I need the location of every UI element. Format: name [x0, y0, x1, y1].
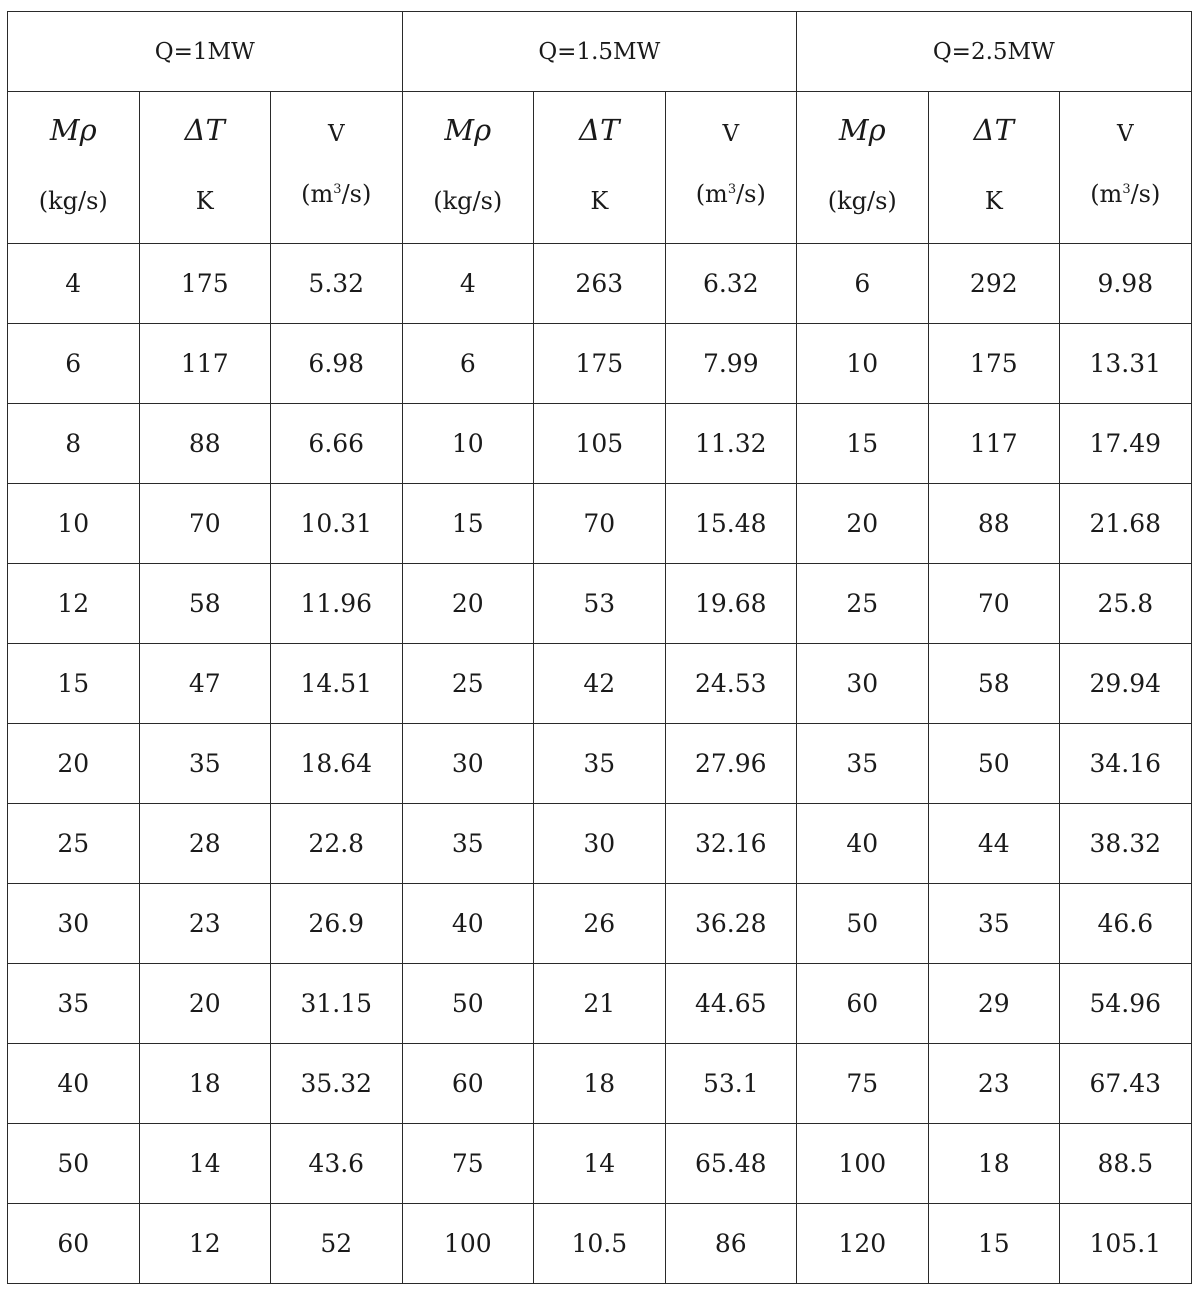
volume-symbol: V: [722, 121, 740, 147]
col-header-volume: [271, 92, 403, 244]
col-header-delta-t: [534, 92, 666, 244]
data-table: [7, 11, 1192, 1284]
table-cell: 40: [8, 1044, 140, 1124]
table-cell: 54.96: [1060, 964, 1192, 1044]
table-cell: 30: [534, 804, 666, 884]
table-cell: 35: [928, 884, 1060, 964]
table-cell: 88.5: [1060, 1124, 1192, 1204]
table-cell: 22.8: [271, 804, 403, 884]
table-cell: 11.96: [271, 564, 403, 644]
table-cell: 53.1: [665, 1044, 797, 1124]
table-cell: 40: [402, 884, 534, 964]
table-row: [8, 964, 1192, 1044]
delta-t-symbol: ΔT: [184, 113, 225, 147]
table-row: [8, 244, 1192, 324]
table-row: [8, 884, 1192, 964]
table-cell: 105.1: [1060, 1204, 1192, 1284]
volume-symbol: V: [327, 121, 345, 147]
mass-flow-unit: (kg/s): [433, 187, 503, 215]
table-cell: 30: [402, 724, 534, 804]
table-cell: 4: [402, 244, 534, 324]
table-cell: 263: [534, 244, 666, 324]
table-cell: 8: [8, 404, 140, 484]
table-cell: 26: [534, 884, 666, 964]
col-header-delta-t: [928, 92, 1060, 244]
col-header-delta-t: [139, 92, 271, 244]
table-cell: 70: [139, 484, 271, 564]
table-cell: 58: [139, 564, 271, 644]
table-cell: 35: [402, 804, 534, 884]
table-cell: 60: [8, 1204, 140, 1284]
table-cell: 12: [8, 564, 140, 644]
table-cell: 14: [139, 1124, 271, 1204]
table-row: [8, 1204, 1192, 1284]
table-cell: 11.32: [665, 404, 797, 484]
table-cell: 31.15: [271, 964, 403, 1044]
table-row: [8, 724, 1192, 804]
table-cell: 6: [402, 324, 534, 404]
table-row: [8, 644, 1192, 724]
table-cell: 175: [139, 244, 271, 324]
table-cell: 7.99: [665, 324, 797, 404]
table-cell: 23: [139, 884, 271, 964]
table-cell: 25: [8, 804, 140, 884]
volume-unit: $(m^3/s)$: [301, 180, 372, 208]
table-cell: 67.43: [1060, 1044, 1192, 1124]
delta-t-unit: K: [590, 187, 609, 215]
table-cell: 35.32: [271, 1044, 403, 1124]
col-header-mass-flow: [402, 92, 534, 244]
group-header-row: [8, 12, 1192, 92]
table-cell: 65.48: [665, 1124, 797, 1204]
table-cell: 32.16: [665, 804, 797, 884]
table-cell: 50: [402, 964, 534, 1044]
table-cell: 36.28: [665, 884, 797, 964]
volume-unit: $(m^3/s)$: [695, 180, 766, 208]
table-cell: 10: [8, 484, 140, 564]
mass-flow-symbol: Mρ: [444, 113, 492, 147]
table-row: [8, 564, 1192, 644]
table-cell: 18: [139, 1044, 271, 1124]
table-cell: 46.6: [1060, 884, 1192, 964]
table-cell: 25: [402, 644, 534, 724]
table-cell: 105: [534, 404, 666, 484]
table-cell: 14.51: [271, 644, 403, 724]
table-cell: 10.31: [271, 484, 403, 564]
table-row: [8, 804, 1192, 884]
table-cell: 20: [8, 724, 140, 804]
table-cell: 175: [534, 324, 666, 404]
table-cell: 6.32: [665, 244, 797, 324]
table-cell: 18: [928, 1124, 1060, 1204]
table-cell: 15.48: [665, 484, 797, 564]
table-cell: 53: [534, 564, 666, 644]
col-header-mass-flow: [8, 92, 140, 244]
delta-t-symbol: ΔT: [579, 113, 620, 147]
table-cell: 50: [797, 884, 929, 964]
table-cell: 75: [797, 1044, 929, 1124]
table-cell: 17.49: [1060, 404, 1192, 484]
table-cell: 100: [797, 1124, 929, 1204]
table-body: [8, 12, 1192, 1284]
mass-flow-symbol: Mρ: [838, 113, 886, 147]
table-cell: 25: [797, 564, 929, 644]
table-cell: 18: [534, 1044, 666, 1124]
table-cell: 58: [928, 644, 1060, 724]
table-cell: 25.8: [1060, 564, 1192, 644]
table-cell: 86: [665, 1204, 797, 1284]
table-cell: 28: [139, 804, 271, 884]
table-cell: 75: [402, 1124, 534, 1204]
table-cell: 60: [797, 964, 929, 1044]
table-row: [8, 324, 1192, 404]
table-row: [8, 484, 1192, 564]
table-cell: 52: [271, 1204, 403, 1284]
group-header-1mw: Q=1MW: [8, 12, 403, 92]
table-cell: 88: [139, 404, 271, 484]
col-header-volume: [665, 92, 797, 244]
table-cell: 44: [928, 804, 1060, 884]
table-cell: 70: [534, 484, 666, 564]
column-header-row: [8, 92, 1192, 244]
table-cell: 117: [139, 324, 271, 404]
table-cell: 50: [8, 1124, 140, 1204]
table-cell: 19.68: [665, 564, 797, 644]
table-cell: 20: [797, 484, 929, 564]
table-cell: 15: [797, 404, 929, 484]
table-cell: 29.94: [1060, 644, 1192, 724]
table-cell: 44.65: [665, 964, 797, 1044]
table-cell: 35: [139, 724, 271, 804]
table-cell: 117: [928, 404, 1060, 484]
table-cell: 43.6: [271, 1124, 403, 1204]
table-cell: 292: [928, 244, 1060, 324]
table-cell: 6: [8, 324, 140, 404]
table-cell: 15: [928, 1204, 1060, 1284]
table-cell: 4: [8, 244, 140, 324]
table-cell: 6.98: [271, 324, 403, 404]
table-cell: 60: [402, 1044, 534, 1124]
table-row: [8, 1044, 1192, 1124]
col-header-volume: [1060, 92, 1192, 244]
table-cell: 15: [402, 484, 534, 564]
table-cell: 34.16: [1060, 724, 1192, 804]
delta-t-unit: K: [195, 187, 214, 215]
group-header-1-5mw: Q=1.5MW: [402, 12, 797, 92]
group-header-2-5mw: Q=2.5MW: [797, 12, 1192, 92]
delta-t-unit: K: [984, 187, 1003, 215]
table-cell: 5.32: [271, 244, 403, 324]
table-cell: 18.64: [271, 724, 403, 804]
table-cell: 10: [402, 404, 534, 484]
table-cell: 30: [8, 884, 140, 964]
mass-flow-symbol: Mρ: [49, 113, 97, 147]
table-cell: 35: [797, 724, 929, 804]
table-cell: 29: [928, 964, 1060, 1044]
volume-unit: $(m^3/s)$: [1090, 180, 1161, 208]
table-cell: 38.32: [1060, 804, 1192, 884]
table-cell: 21.68: [1060, 484, 1192, 564]
table-cell: 9.98: [1060, 244, 1192, 324]
table-cell: 30: [797, 644, 929, 724]
table-cell: 10: [797, 324, 929, 404]
table-cell: 120: [797, 1204, 929, 1284]
table-cell: 27.96: [665, 724, 797, 804]
table-cell: 21: [534, 964, 666, 1044]
table-cell: 50: [928, 724, 1060, 804]
table-cell: 6.66: [271, 404, 403, 484]
table-cell: 24.53: [665, 644, 797, 724]
table-cell: 14: [534, 1124, 666, 1204]
volume-symbol: V: [1116, 121, 1134, 147]
table-cell: 15: [8, 644, 140, 724]
table-cell: 10.5: [534, 1204, 666, 1284]
table-cell: 70: [928, 564, 1060, 644]
table-cell: 35: [534, 724, 666, 804]
table-cell: 47: [139, 644, 271, 724]
table-cell: 6: [797, 244, 929, 324]
col-header-mass-flow: [797, 92, 929, 244]
table-cell: 88: [928, 484, 1060, 564]
table-cell: 100: [402, 1204, 534, 1284]
table-cell: 20: [402, 564, 534, 644]
table-cell: 26.9: [271, 884, 403, 964]
table-cell: 23: [928, 1044, 1060, 1124]
table-row: [8, 404, 1192, 484]
mass-flow-unit: (kg/s): [827, 187, 897, 215]
table-cell: 35: [8, 964, 140, 1044]
delta-t-symbol: ΔT: [973, 113, 1014, 147]
table-cell: 175: [928, 324, 1060, 404]
mass-flow-unit: (kg/s): [38, 187, 108, 215]
table-row: [8, 1124, 1192, 1204]
table-cell: 40: [797, 804, 929, 884]
table-cell: 20: [139, 964, 271, 1044]
table-cell: 13.31: [1060, 324, 1192, 404]
table-cell: 42: [534, 644, 666, 724]
table-cell: 12: [139, 1204, 271, 1284]
